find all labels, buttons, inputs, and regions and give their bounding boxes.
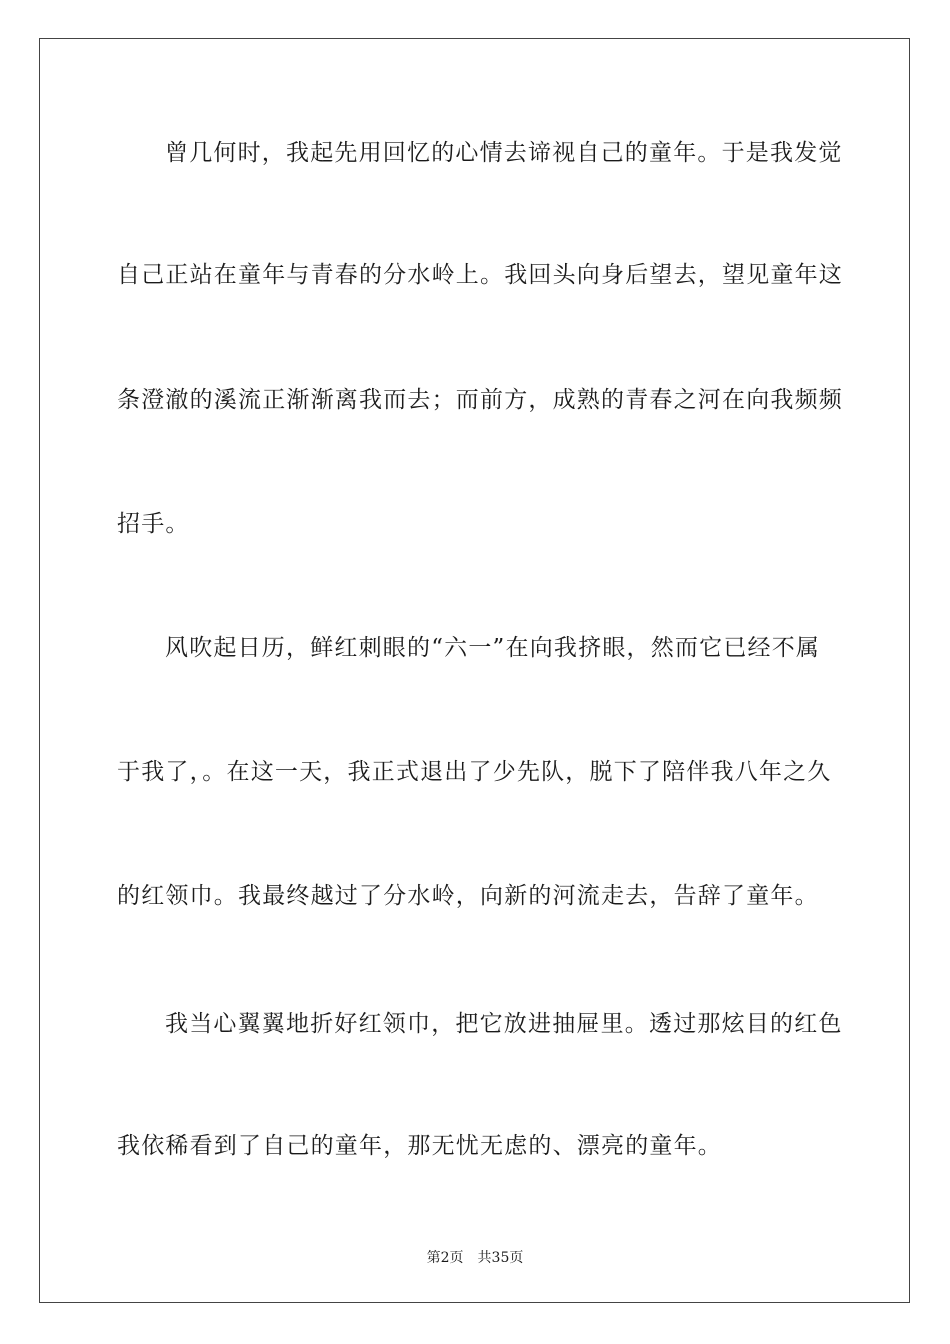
page-border bbox=[39, 38, 910, 1303]
text-line-2: 自己正站在童年与青春的分水岭上。我回头向身后望去，望见童年这 bbox=[117, 262, 843, 288]
text-line-3: 条澄澈的溪流正渐渐离我而去；而前方，成熟的青春之河在向我频频 bbox=[117, 387, 843, 413]
text-line-9: 我依稀看到了自己的童年，那无忧无虑的、漂亮的童年。 bbox=[117, 1133, 722, 1159]
page-number: 第2页 bbox=[426, 1250, 464, 1266]
text-line-7: 的红领巾。我最终越过了分水岭，向新的河流走去，告辞了童年。 bbox=[117, 883, 819, 909]
text-line-6: 于我了，。在这一天，我正式退出了少先队，脱下了陪伴我八年之久 bbox=[117, 759, 832, 785]
text-line-4: 招手。 bbox=[117, 511, 190, 537]
text-line-8: 我当心翼翼地折好红领巾，把它放进抽屉里。透过那炫目的红色 bbox=[165, 1011, 843, 1037]
text-line-1: 曾几何时，我起先用回忆的心情去谛视自己的童年。于是我发觉 bbox=[165, 140, 843, 166]
page-total: 共35页 bbox=[477, 1250, 524, 1266]
text-line-5: 风吹起日历，鲜红刺眼的“六一”在向我挤眼，然而它已经不属 bbox=[165, 635, 821, 661]
page-footer bbox=[0, 1249, 950, 1267]
